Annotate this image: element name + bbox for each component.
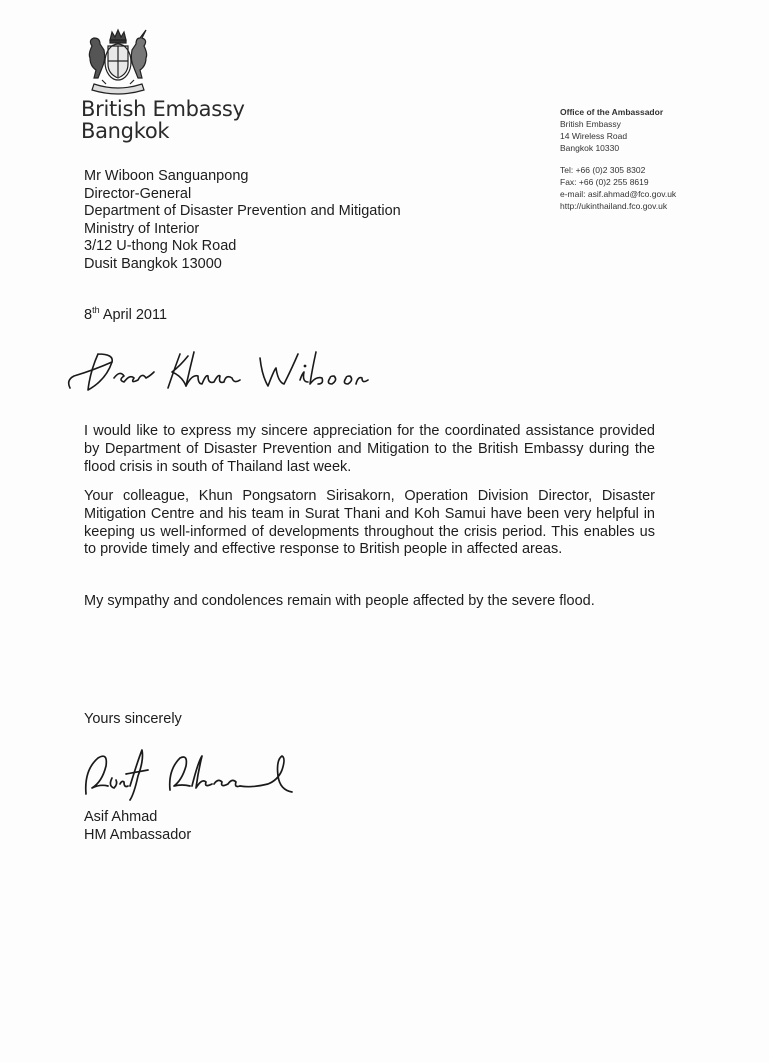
signatory-block [84, 809, 191, 844]
body-paragraph: I would like to express my sincere appreciation for the coordinated assistance provided by Department of Disaster Prevention and Mitigation to the British Embassy during the flood crisis in south of Thailand last week. [84, 423, 655, 475]
recipient-city: Dusit Bangkok 13000 [84, 255, 222, 272]
recipient-street: 3/12 U-thong Nok Road [84, 238, 237, 255]
signatory-title: HM Ambassador [84, 826, 192, 843]
body-paragraph: My sympathy and condolences remain with people affected by the severe flood. [84, 593, 595, 610]
royal-crest-icon [78, 26, 158, 98]
embassy-name-line1: British Embassy [81, 97, 245, 121]
letter-date [84, 305, 167, 323]
office-line: Bangkok 10330 [560, 143, 620, 153]
spacer [560, 154, 676, 164]
recipient-ministry: Ministry of Interior [84, 220, 200, 237]
date-rest: April 2011 [99, 306, 168, 323]
office-address-block [560, 106, 676, 212]
office-website: http://ukinthailand.fco.gov.uk [560, 201, 668, 211]
office-fax: Fax: +66 (0)2 255 8619 [560, 177, 649, 187]
recipient-address [84, 168, 401, 274]
recipient-name: Mr Wiboon Sanguanpong [84, 168, 249, 184]
handwritten-salutation [64, 340, 374, 400]
office-email: e-mail: asif.ahmad@fco.gov.uk [560, 189, 677, 199]
office-line: British Embassy [560, 119, 621, 129]
embassy-name [81, 98, 245, 142]
letter-body [84, 423, 655, 622]
body-paragraph: Your colleague, Khun Pongsatorn Sirisakorn, Operation Division Director, Disaster Mitigation Centre and his team in Surat Thani and Koh Samui have been very helpful in keeping us well-informed of developments throughout the crisis period. This enables us to provide timely and effective response to British people in affected areas. [84, 487, 655, 558]
letter-closing: Yours sincerely [84, 711, 182, 727]
date-day: 8 [84, 306, 93, 323]
office-title: Office of the Ambassador [560, 107, 664, 117]
embassy-name-line2: Bangkok [81, 119, 170, 143]
recipient-title: Director-General [84, 185, 192, 202]
office-tel: Tel: +66 (0)2 305 8302 [560, 165, 646, 175]
handwritten-signature [82, 740, 302, 810]
signatory-name: Asif Ahmad [84, 809, 158, 825]
office-line: 14 Wireless Road [560, 131, 628, 141]
recipient-department: Department of Disaster Prevention and Mitigation [84, 203, 401, 220]
date-suffix: th [92, 305, 100, 315]
